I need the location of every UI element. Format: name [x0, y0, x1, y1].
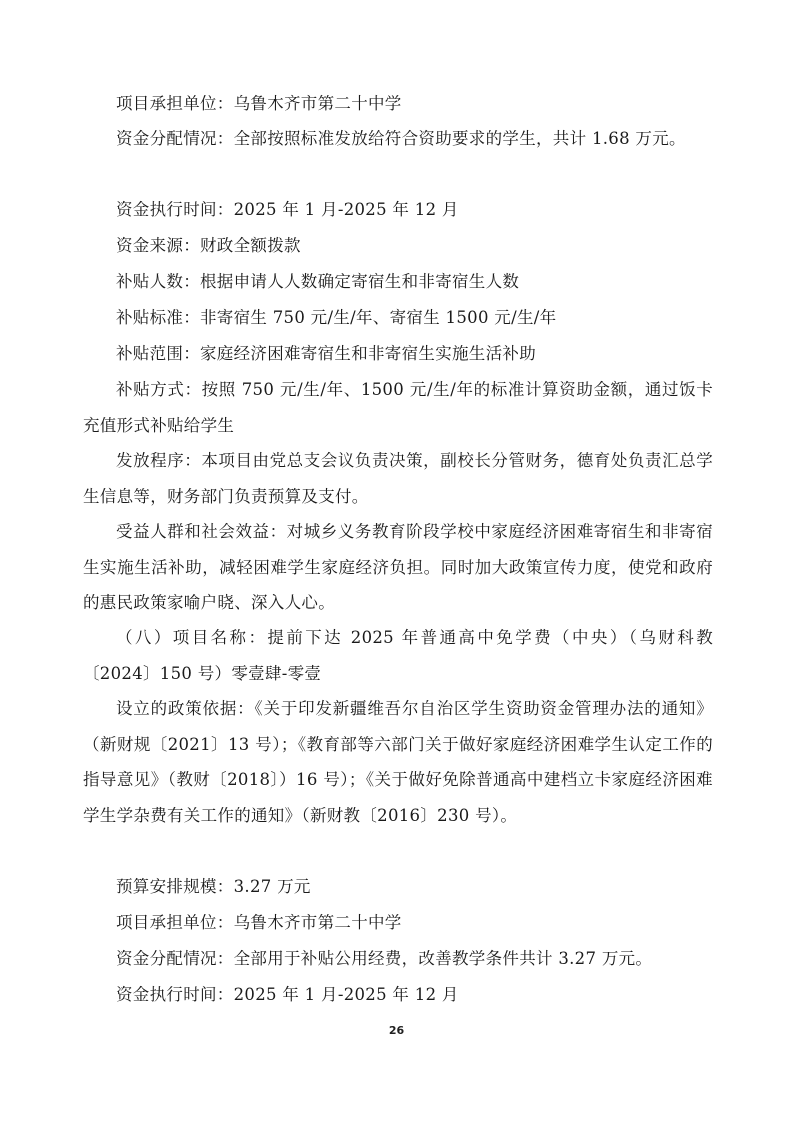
paragraph-undertaking-unit-2: 项目承担单位：乌鲁木齐市第二十中学 [116, 913, 402, 932]
paragraph-fund-allocation: 资金分配情况：全部按照标准发放给符合资助要求的学生，共计 1.68 万元。 [116, 129, 686, 148]
paragraph-fund-source: 资金来源：财政全额拨款 [116, 236, 301, 255]
paragraph-policy-basis: 设立的政策依据：《关于印发新疆维吾尔自治区学生资助资金管理办法的通知》（新财规〔2021〕13 号）；《教育部等六部门关于做好家庭经济困难学生认定工作的指导意见》（教财〔2018〕）16 号）；《关于做好免除普通高中建档立卡家庭经济困难学生学杂费有关工作的通知》（新财教〔2016〕230 号）。 [83, 699, 713, 825]
paragraph-subsidy-method: 补贴方式：按照 750 元/生/年、1500 元/生/年的标准计算资助金额，通过饭卡充值形式补贴给学生 [83, 380, 713, 435]
section-heading-item-8: （八）项目名称：提前下达 2025 年普通高中免学费（中央）（乌财科教〔2024〕150 号）零壹肆-零壹 [83, 628, 713, 683]
paragraph-execution-time: 资金执行时间：2025 年 1 月-2025 年 12 月 [116, 200, 459, 219]
page-number: 26 [388, 1024, 405, 1037]
paragraph-subsidy-count: 补贴人数：根据申请人人数确定寄宿生和非寄宿生人数 [116, 272, 520, 291]
paragraph-fund-allocation-2: 资金分配情况：全部用于补贴公用经费，改善教学条件共计 3.27 万元。 [116, 949, 653, 968]
paragraph-undertaking-unit: 项目承担单位：乌鲁木齐市第二十中学 [116, 94, 402, 113]
paragraph-beneficiaries: 受益人群和社会效益：对城乡义务教育阶段学校中家庭经济困难寄宿生和非寄宿生实施生活补助，减轻困难学生家庭经济负担。同时加大政策宣传力度，使党和政府的惠民政策家喻户晓、深入人心。 [83, 522, 713, 612]
paragraph-subsidy-standard: 补贴标准：非寄宿生 750 元/生/年、寄宿生 1500 元/生/年 [116, 308, 557, 327]
paragraph-budget-scale: 预算安排规模：3.27 万元 [116, 877, 311, 896]
paragraph-subsidy-scope: 补贴范围：家庭经济困难寄宿生和非寄宿生实施生活补助 [116, 344, 536, 363]
paragraph-distribution-procedure: 发放程序：本项目由党总支会议负责决策，副校长分管财务，德育处负责汇总学生信息等，财务部门负责预算及支付。 [83, 451, 713, 506]
paragraph-execution-time-2: 资金执行时间：2025 年 1 月-2025 年 12 月 [116, 985, 459, 1004]
